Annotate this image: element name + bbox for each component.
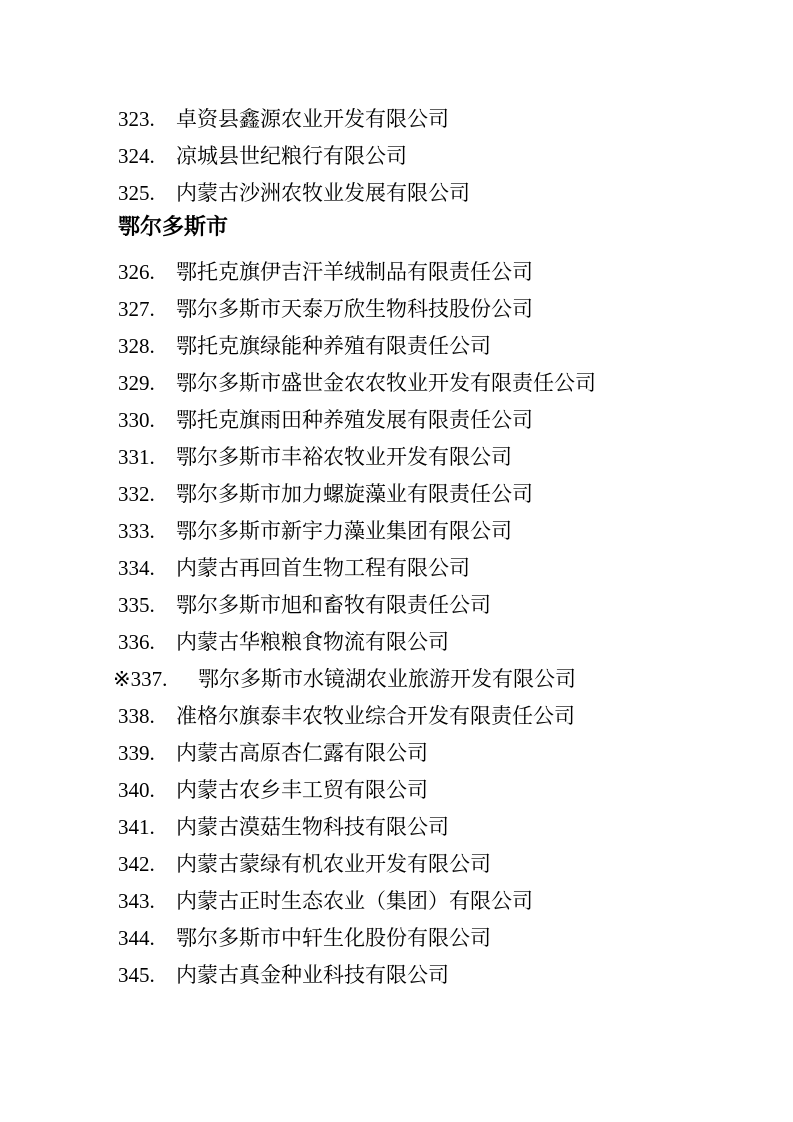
list-item xyxy=(0,624,793,661)
item-number: 328. xyxy=(118,334,155,358)
company-name: 鄂尔多斯市旭和畜牧有限责任公司 xyxy=(176,593,491,617)
list-item xyxy=(0,138,793,175)
company-name: 内蒙古华粮粮食物流有限公司 xyxy=(176,630,449,654)
section-header-ordos-city: 鄂尔多斯市 xyxy=(118,215,229,240)
list-item xyxy=(0,698,793,735)
list-item xyxy=(0,587,793,624)
item-number: 324. xyxy=(118,144,155,168)
item-number: 340. xyxy=(118,778,155,802)
list-item xyxy=(0,175,793,212)
item-number: 342. xyxy=(118,852,155,876)
company-name: 鄂尔多斯市天泰万欣生物科技股份公司 xyxy=(176,297,533,321)
item-number: 339. xyxy=(118,741,155,765)
company-name: 卓资县鑫源农业开发有限公司 xyxy=(176,107,449,131)
company-name: 鄂尔多斯市水镜湖农业旅游开发有限公司 xyxy=(198,667,576,691)
company-name: 内蒙古真金种业科技有限公司 xyxy=(176,963,449,987)
list-item xyxy=(0,101,793,138)
item-number: 329. xyxy=(118,371,155,395)
company-name: 鄂尔多斯市新宇力藻业集团有限公司 xyxy=(176,519,512,543)
item-number: 345. xyxy=(118,963,155,987)
item-number: 336. xyxy=(118,630,155,654)
company-name: 内蒙古沙洲农牧业发展有限公司 xyxy=(176,181,470,205)
company-name: 准格尔旗泰丰农牧业综合开发有限责任公司 xyxy=(176,704,575,728)
list-item xyxy=(0,402,793,439)
company-name: 内蒙古蒙绿有机农业开发有限公司 xyxy=(176,852,491,876)
list-item xyxy=(0,291,793,328)
company-name: 内蒙古正时生态农业（集团）有限公司 xyxy=(176,889,533,913)
list-item xyxy=(0,513,793,550)
item-number: 332. xyxy=(118,482,155,506)
item-number: 341. xyxy=(118,815,155,839)
company-name: 鄂托克旗雨田种养殖发展有限责任公司 xyxy=(176,408,533,432)
company-name: 凉城县世纪粮行有限公司 xyxy=(176,144,407,168)
company-name: 鄂托克旗伊吉汗羊绒制品有限责任公司 xyxy=(176,260,533,284)
list-item xyxy=(0,476,793,513)
list-item xyxy=(0,254,793,291)
item-number: 325. xyxy=(118,181,155,205)
list-item xyxy=(0,809,793,846)
item-number: 330. xyxy=(118,408,155,432)
company-name: 鄂尔多斯市丰裕农牧业开发有限公司 xyxy=(176,445,512,469)
item-number: 326. xyxy=(118,260,155,284)
item-number: 327. xyxy=(118,297,155,321)
item-number: 331. xyxy=(118,445,155,469)
item-number: 335. xyxy=(118,593,155,617)
company-name: 鄂尔多斯市盛世金农农牧业开发有限责任公司 xyxy=(176,371,596,395)
item-number: 343. xyxy=(118,889,155,913)
company-name: 鄂尔多斯市加力螺旋藻业有限责任公司 xyxy=(176,482,533,506)
list-item xyxy=(0,328,793,365)
company-name: 鄂托克旗绿能种养殖有限责任公司 xyxy=(176,334,491,358)
list-item xyxy=(0,772,793,809)
item-number: 333. xyxy=(118,519,155,543)
list-item xyxy=(0,735,793,772)
item-number: 334. xyxy=(118,556,155,580)
company-name: 鄂尔多斯市中轩生化股份有限公司 xyxy=(176,926,491,950)
list-item xyxy=(0,883,793,920)
item-number: 338. xyxy=(118,704,155,728)
list-item xyxy=(0,365,793,402)
starred-item-number: ※337. xyxy=(113,667,168,691)
list-item xyxy=(0,439,793,476)
company-name: 内蒙古高原杏仁露有限公司 xyxy=(176,741,428,765)
company-name: 内蒙古再回首生物工程有限公司 xyxy=(176,556,470,580)
company-name: 内蒙古漠菇生物科技有限公司 xyxy=(176,815,449,839)
item-number: 323. xyxy=(118,107,155,131)
item-number: 344. xyxy=(118,926,155,950)
company-name: 内蒙古农乡丰工贸有限公司 xyxy=(176,778,428,802)
list-item xyxy=(0,920,793,957)
list-item-starred xyxy=(0,661,793,698)
list-item xyxy=(0,957,793,994)
list-item xyxy=(0,550,793,587)
list-item xyxy=(0,846,793,883)
